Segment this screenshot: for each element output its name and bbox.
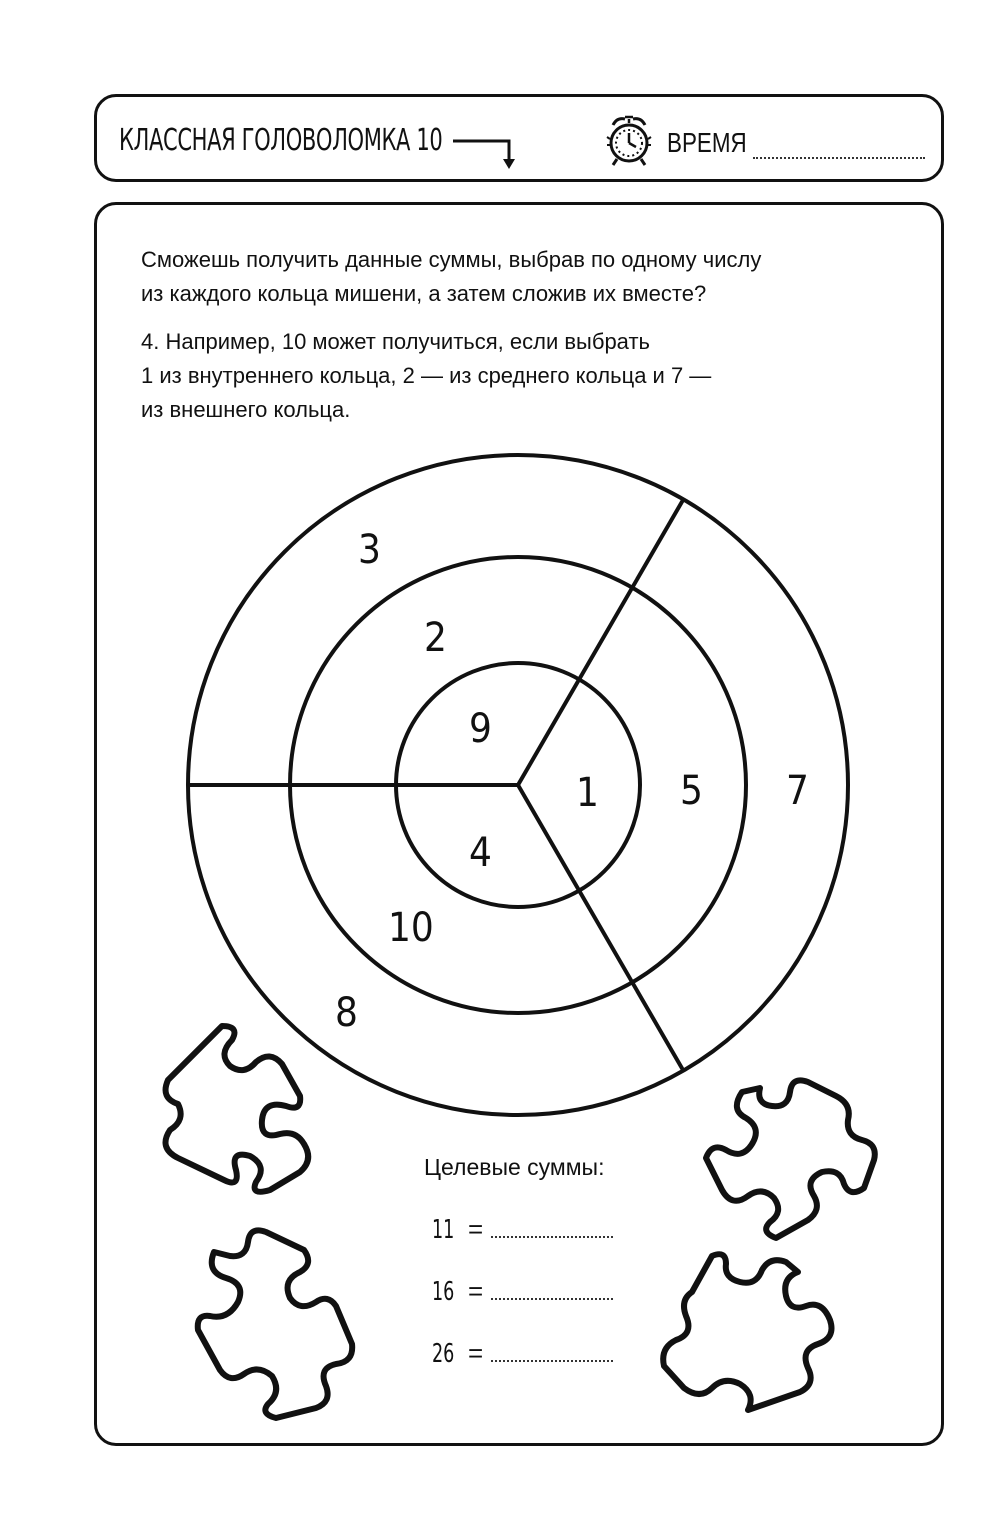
target-rings	[188, 455, 848, 1115]
middle-number: 5	[680, 768, 703, 814]
answer-line[interactable]	[491, 1344, 613, 1362]
sum-value: 16	[432, 1277, 455, 1307]
middle-number: 10	[388, 905, 434, 951]
ring-numbers	[335, 527, 809, 1036]
time-label: ВРЕМЯ	[667, 127, 747, 158]
answer-line[interactable]	[491, 1282, 613, 1300]
sum-row	[432, 1214, 613, 1245]
answer-line[interactable]	[491, 1220, 613, 1238]
instructions-line: из внешнего кольца.	[141, 397, 351, 422]
inner-number: 4	[469, 830, 492, 876]
instructions-line: из каждого кольца мишени, а затем сложив их вместе?	[141, 281, 707, 306]
equals-sign: =	[468, 1276, 484, 1306]
puzzle-piece-icon	[166, 1026, 309, 1192]
instructions-line: Сможешь получить данные суммы, выбрав по одному числу	[141, 247, 762, 272]
puzzle-piece-icon	[663, 1254, 831, 1410]
equals-sign: =	[468, 1338, 484, 1368]
target-sums-title: Целевые суммы:	[424, 1154, 605, 1180]
sum-row	[432, 1276, 613, 1307]
sum-value: 11	[432, 1215, 455, 1245]
middle-number: 2	[424, 615, 447, 661]
outer-number: 8	[335, 990, 358, 1036]
inner-number: 9	[469, 706, 492, 752]
instructions-line: 1 из внутреннего кольца, 2 — из среднего кольца и 7 —	[141, 363, 712, 388]
divider-down-right	[518, 785, 683, 1070]
puzzle-piece-icon	[706, 1080, 875, 1238]
outer-number: 3	[358, 527, 381, 573]
equals-sign: =	[468, 1214, 484, 1244]
sum-row	[432, 1338, 613, 1369]
divider-up-right	[518, 500, 683, 785]
puzzle-title: КЛАССНАЯ ГОЛОВОЛОМКА 10	[119, 123, 443, 158]
instructions-line: 4. Например, 10 может получиться, если выбрать	[141, 329, 650, 354]
inner-number: 1	[576, 770, 599, 816]
sum-value: 26	[432, 1339, 455, 1369]
outer-number: 7	[786, 768, 809, 814]
puzzle-piece-icon	[198, 1230, 352, 1418]
